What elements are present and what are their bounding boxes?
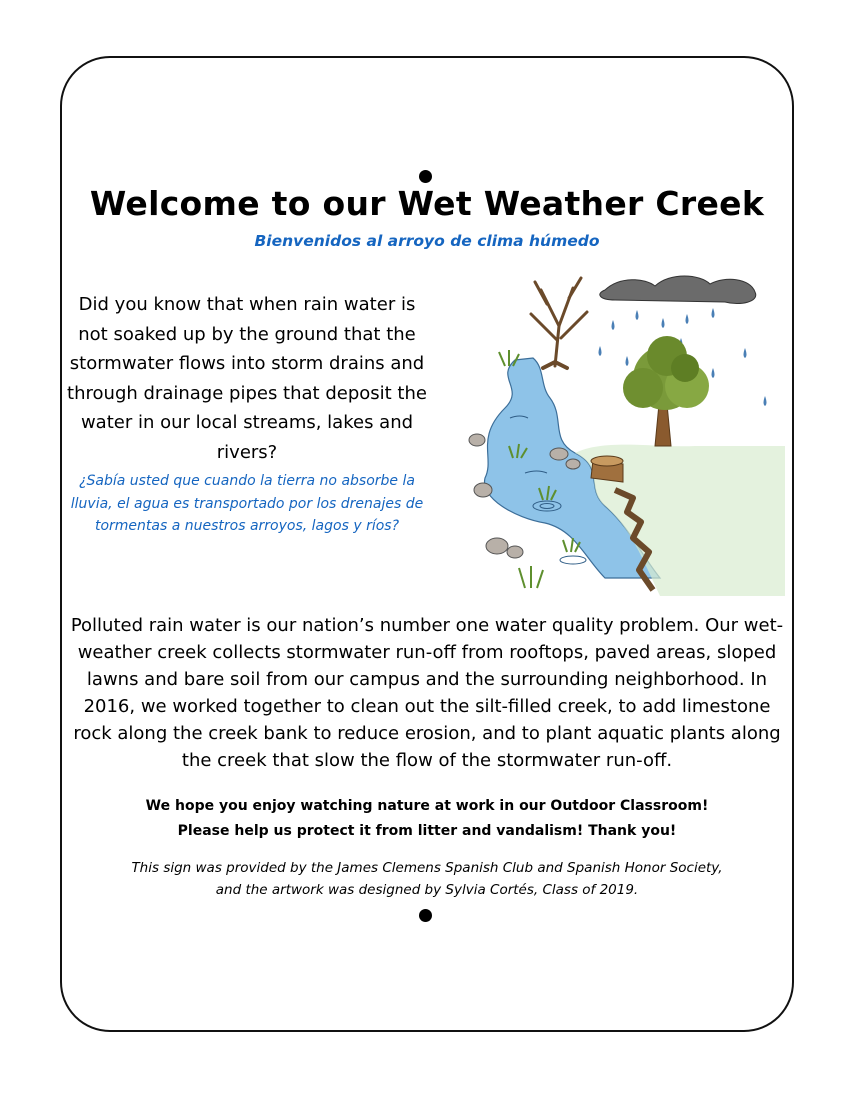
closing-message (60, 794, 794, 844)
closing-line-1: We hope you enjoy watching nature at work in our Outdoor Classroom! (145, 798, 709, 814)
mounting-hole-top (419, 170, 432, 183)
closing-line-2: Please help us protect it from litter and vandalism! Thank you! (177, 823, 677, 839)
credit-line-2: and the artwork was designed by Sylvia Cortés, Class of 2019. (215, 882, 639, 898)
intro-english: Did you know that when rain water is not soaked up by the ground that the stormwater flows into storm drains and through drainage pipes that deposit the water in our local streams, lakes and rivers? (67, 294, 427, 463)
leafy-tree-icon (623, 336, 709, 446)
sign-subtitle: Bienvenidos al arroyo de clima húmedo (254, 232, 600, 250)
mounting-hole-bottom (419, 909, 432, 922)
credit-note (60, 857, 794, 901)
cloud-icon (600, 276, 756, 304)
credit-line-1: This sign was provided by the James Clemens Spanish Club and Spanish Honor Society, (131, 860, 723, 876)
intro-spanish: ¿Sabía usted que cuando la tierra no absorbe la lluvia, el agua es transportado por los drenajes de tormentas a nuestros arroyos, lagos y ríos? (70, 473, 424, 534)
sign-title: Welcome to our Wet Weather Creek (89, 184, 765, 223)
bare-tree-icon (531, 278, 587, 368)
creek-illustration-icon (455, 268, 785, 596)
main-paragraph: Polluted rain water is our nation’s number one water quality problem. Our wet-weather creek collects stormwater run-off from rooftops, paved areas, sloped lawns and bare soil from our campus and the surrounding neighborhood. In 2016, we worked together to clean out the silt-filled creek, to add limestone rock along the creek bank to reduce erosion, and to plant aquatic plants along the creek that slow the flow of the stormwater run-off. (70, 615, 784, 771)
